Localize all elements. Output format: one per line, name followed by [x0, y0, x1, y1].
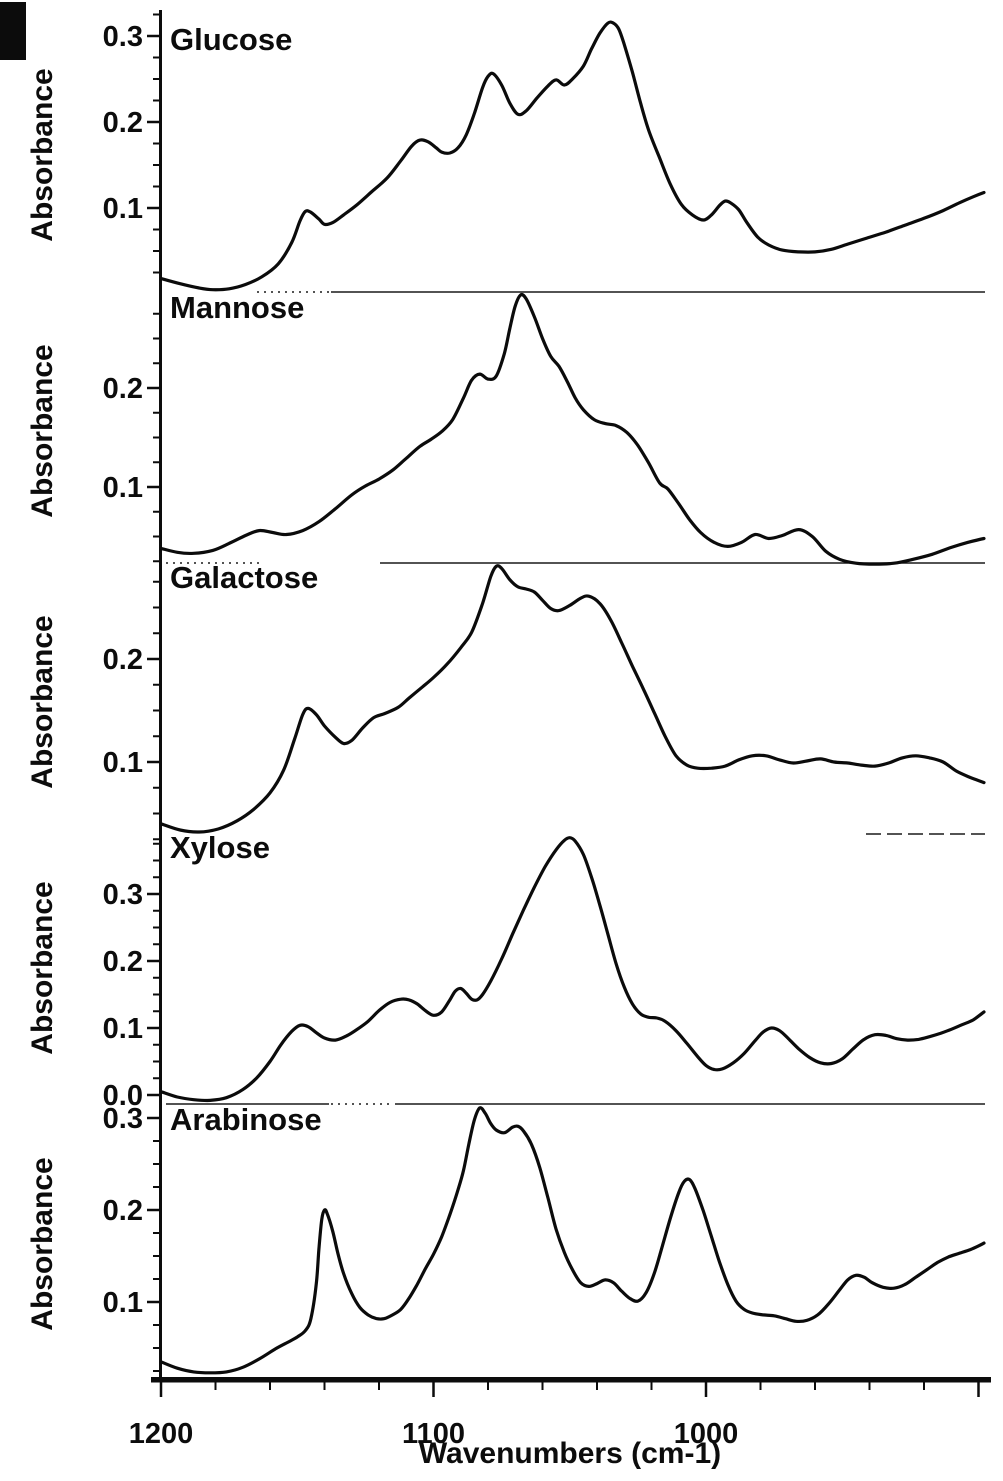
- x-tick-label: 1100: [402, 1418, 465, 1450]
- y-tick-label: 0.2: [102, 1195, 143, 1227]
- x-tick-label: 1000: [673, 1418, 739, 1450]
- y-tick-label: 0.1: [102, 1287, 143, 1319]
- panel-label-xylose: Xylose: [170, 830, 270, 865]
- y-axis-title: Absorbance: [26, 68, 59, 242]
- y-tick-label: 0.3: [102, 21, 143, 53]
- y-axis-title: Absorbance: [26, 344, 59, 518]
- x-axis-title: Wavenumbers (cm-1): [418, 1437, 722, 1470]
- y-axis-title: Absorbance: [26, 1157, 59, 1331]
- x-axis-line: [151, 1377, 991, 1383]
- y-tick-label: 0.2: [102, 946, 143, 978]
- panel-label-glucose: Glucose: [170, 22, 293, 57]
- y-tick-label: 0.1: [102, 193, 143, 225]
- y-axis-title: Absorbance: [26, 881, 59, 1055]
- y-tick-label: 0.2: [102, 373, 143, 405]
- panel-label-arabinose: Arabinose: [170, 1102, 322, 1137]
- y-tick-label: 0.2: [102, 107, 143, 139]
- y-tick-label: 0.3: [102, 1103, 143, 1135]
- y-tick-label: 0.2: [102, 644, 143, 676]
- y-tick-label: 0.3: [102, 879, 143, 911]
- y-tick-label: 0.1: [102, 747, 143, 779]
- y-tick-label: 0.1: [102, 1013, 143, 1045]
- x-tick-label: 1200: [128, 1418, 194, 1450]
- panel-label-galactose: Galactose: [170, 560, 319, 595]
- y-tick-label: 0.1: [102, 472, 143, 504]
- y-axis-title: Absorbance: [26, 615, 59, 789]
- panel-label-mannose: Mannose: [170, 290, 305, 325]
- y-tick-label: 0.0: [102, 1080, 143, 1112]
- scan-artifact: [0, 2, 26, 60]
